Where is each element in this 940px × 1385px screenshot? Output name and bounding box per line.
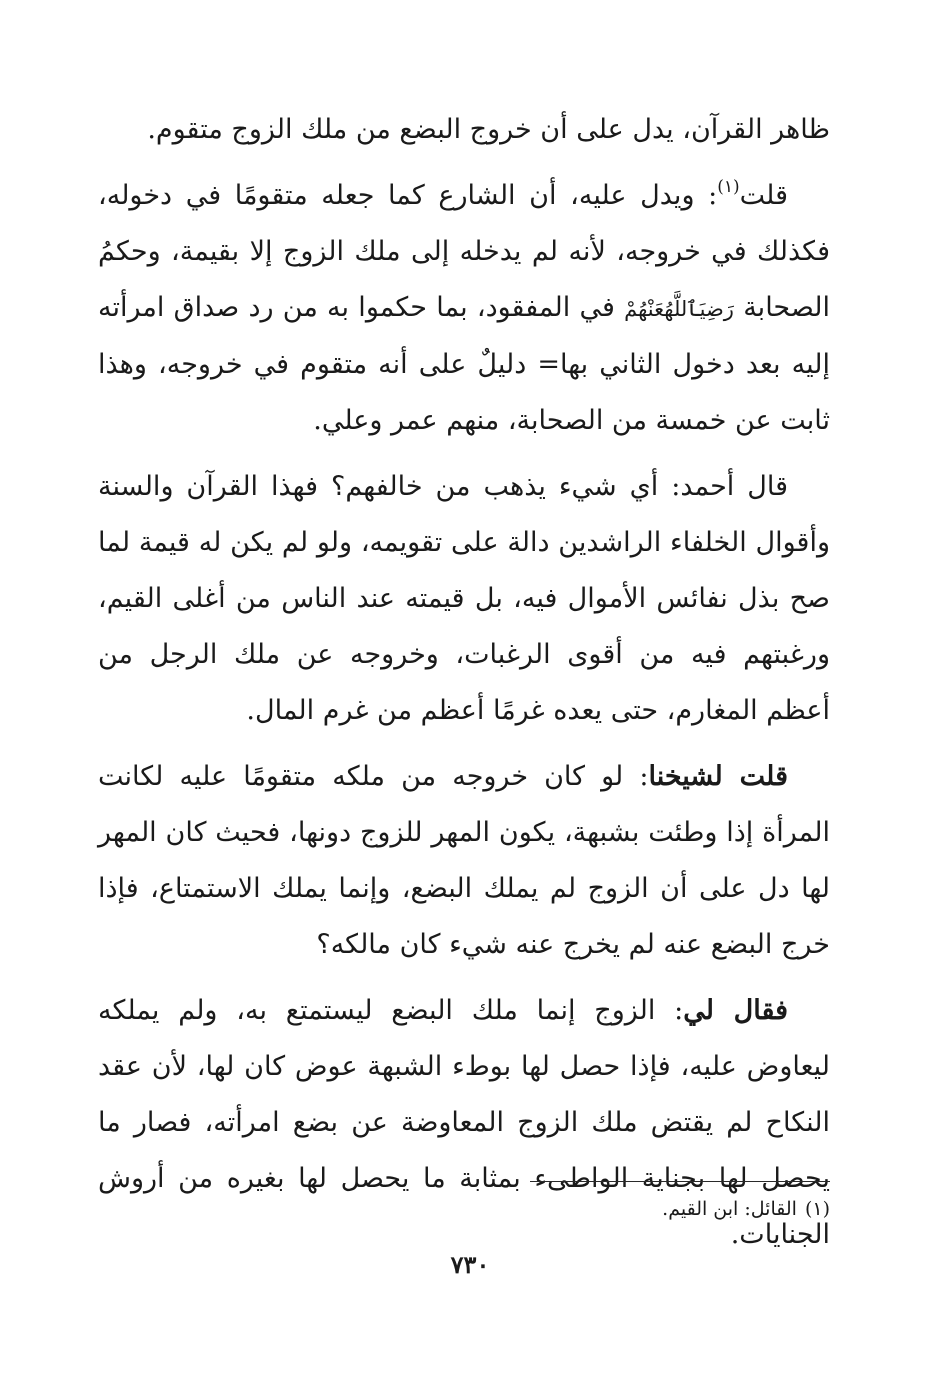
paragraph-3-text: قال أحمد: أي شيء يذهب من خالفهم؟ فهذا القرآن والسنة وأقوال الخلفاء الراشدين دالة على تقويمه، ولو لم يكن له قيمة لما صح بذل نفائس الأموال فيه، بل قيمته عند الناس من أغلى القيم، ورغبتهم فيه من أقوى الرغبات، وخروجه عن ملك الرجل من أعظم المغارم، حتى يعده غرمًا أعظم من غرم المال.: [98, 471, 830, 726]
paragraph-4-text: : لو كان خروجه من ملكه متقومًا عليه لكانت المرأة إذا وطئت بشبهة، يكون المهر للزوج دونها، فحيث كان المهر لها دل على أن الزوج لم يملك البضع، وإنما يملك الاستمتاع، فإذا خرج البضع عنه لم يخرج عنه شيء كان مالكه؟: [98, 761, 830, 960]
footnote-reference[interactable]: (١): [717, 177, 740, 197]
paragraph-4: [98, 749, 830, 973]
footnote-text: القائل: ابن القيم.: [662, 1198, 797, 1220]
main-text: [98, 102, 830, 1263]
paragraph-2-lead: قلت: [739, 180, 788, 211]
paragraph-5-text: : الزوج إنما ملك البضع ليستمتع به، ولم يملكه ليعاوض عليه، فإذا حصل لها بوطء الشبهة عوض كان لها، لأن عقد النكاح لم يقتض ملك الزوج المعاوضة عن بضع امرأته، فصار ما يحصل لها بجناية الواطىء بمثابة ما يحصل لها بغيره من أروش الجنايات.: [98, 995, 830, 1250]
paragraph-2: [98, 168, 830, 449]
paragraph-2-text-a: : ويدل عليه، أن الشارع كما جعله متقومًا في دخوله، فكذلك في خروجه، لأنه لم يدخله إلى ملك الزوج إلا بقيمة، وحكمُ الصحابة: [98, 180, 830, 323]
page-number: ٧٣٠: [450, 1250, 490, 1279]
honorific-glyph: رَضِيَٱللَّهُعَنْهُمْ: [624, 297, 734, 321]
footnote-divider: [530, 1181, 830, 1182]
paragraph-2-text-b: في المفقود، بما حكموا به من رد صداق امرأته إليه بعد دخول الثاني بها= دليلٌ على أنه متقوم في خروجه، وهذا ثابت عن خمسة من الصحابة، منهم عمر وعلي.: [98, 292, 830, 436]
footnote: [98, 1194, 830, 1224]
paragraph-4-lead: قلت لشيخنا: [648, 761, 788, 792]
paragraph-1: [98, 102, 830, 158]
paragraph-3: [98, 459, 830, 739]
paragraph-1-text: ظاهر القرآن، يدل على أن خروج البضع من ملك الزوج متقوم.: [147, 114, 830, 145]
footnote-number: (١): [804, 1198, 830, 1220]
paragraph-5-lead: فقال لي: [683, 995, 789, 1026]
